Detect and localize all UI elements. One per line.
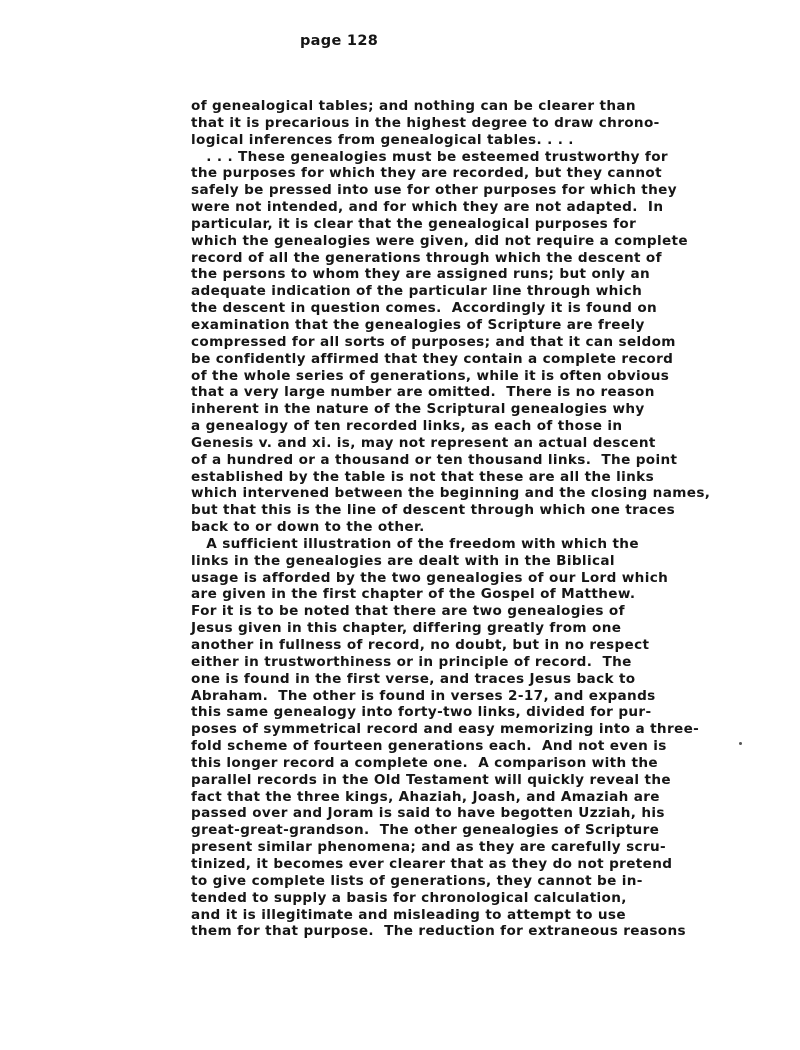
text-line: one is found in the first verse, and traces Jesus back to [191, 670, 636, 687]
text-line: A sufficient illustration of the freedom with which the [191, 535, 639, 552]
text-line: Abraham. The other is found in verses 2-17, and expands [191, 687, 656, 704]
body-text [191, 98, 710, 940]
text-line: this longer record a complete one. A comparison with the [191, 754, 658, 771]
text-line: great-great-grandson. The other genealogies of Scripture [191, 822, 660, 839]
text-line: safely be pressed into use for other purposes for which they [191, 182, 677, 199]
text-line: the descent in question comes. Accordingly it is found on [191, 300, 658, 317]
text-line: tinized, it becomes ever clearer that as they do not pretend [191, 855, 673, 872]
text-line: of a hundred or a thousand or ten thousand links. The point [191, 451, 678, 468]
text-line: Jesus given in this chapter, differing greatly from one [191, 620, 622, 637]
text-line: passed over and Joram is said to have begotten Uzziah, his [191, 805, 665, 822]
text-line: them for that purpose. The reduction for extraneous reasons [191, 923, 686, 940]
text-line: and it is illegitimate and misleading to attempt to use [191, 906, 626, 923]
page-number-header: page 128 [300, 33, 379, 49]
text-line: that it is precarious in the highest degree to draw chrono- [191, 114, 660, 131]
text-line: record of all the generations through which the descent of [191, 249, 662, 266]
text-line: of the whole series of generations, while it is often obvious [191, 367, 670, 384]
text-line: are given in the first chapter of the Gospel of Matthew. [191, 586, 636, 603]
scan-speck [739, 742, 742, 745]
text-line: particular, it is clear that the genealogical purposes for [191, 215, 637, 232]
text-line: which the genealogies were given, did not require a complete [191, 232, 688, 249]
text-line: tended to supply a basis for chronological calculation, [191, 889, 627, 906]
text-line: which intervened between the beginning and the closing names, [191, 485, 711, 502]
text-line: present similar phenomena; and as they are carefully scru- [191, 839, 667, 856]
text-line: parallel records in the Old Testament will quickly reveal the [191, 771, 671, 788]
text-line: but that this is the line of descent through which one traces [191, 502, 676, 519]
text-line: another in fullness of record, no doubt, but in no respect [191, 637, 650, 653]
text-line: a genealogy of ten recorded links, as each of those in [191, 418, 623, 435]
text-line: be confidently affirmed that they contain a complete record [191, 350, 674, 367]
text-line: usage is afforded by the two genealogies of our Lord which [191, 569, 669, 586]
text-line: the persons to whom they are assigned runs; but only an [191, 266, 651, 283]
text-line: logical inferences from genealogical tables. . . . [191, 131, 574, 148]
text-line: this same genealogy into forty-two links, divided for pur- [191, 704, 652, 721]
text-line: adequate indication of the particular line through which [191, 283, 643, 300]
text-line: links in the genealogies are dealt with in the Biblical [191, 552, 615, 569]
text-line: established by the table is not that these are all the links [191, 468, 655, 485]
text-line: fold scheme of fourteen generations each. And not even is [191, 738, 667, 755]
text-line: poses of symmetrical record and easy memorizing into a three- [191, 721, 700, 738]
text-line: examination that the genealogies of Scripture are freely [191, 316, 645, 333]
text-line: either in trustworthiness or in principle of record. The [191, 653, 632, 670]
text-line: to give complete lists of generations, they cannot be in- [191, 872, 643, 889]
text-line: of genealogical tables; and nothing can be clearer than [191, 98, 636, 114]
text-line: fact that the three kings, Ahaziah, Joash, and Amaziah are [191, 788, 660, 805]
text-line: compressed for all sorts of purposes; and that it can seldom [191, 333, 676, 350]
text-line: that a very large number are omitted. There is no reason [191, 384, 655, 401]
text-line: Genesis v. and xi. is, may not represent an actual descent [191, 434, 656, 451]
text-line: inherent in the nature of the Scriptural genealogies why [191, 401, 645, 418]
text-line: . . . These genealogies must be esteemed trustworthy for [191, 148, 668, 165]
text-line: back to or down to the other. [191, 519, 425, 536]
text-line: were not intended, and for which they are not adapted. In [191, 199, 664, 216]
text-line: For it is to be noted that there are two genealogies of [191, 603, 625, 620]
text-line: the purposes for which they are recorded, but they cannot [191, 165, 662, 182]
